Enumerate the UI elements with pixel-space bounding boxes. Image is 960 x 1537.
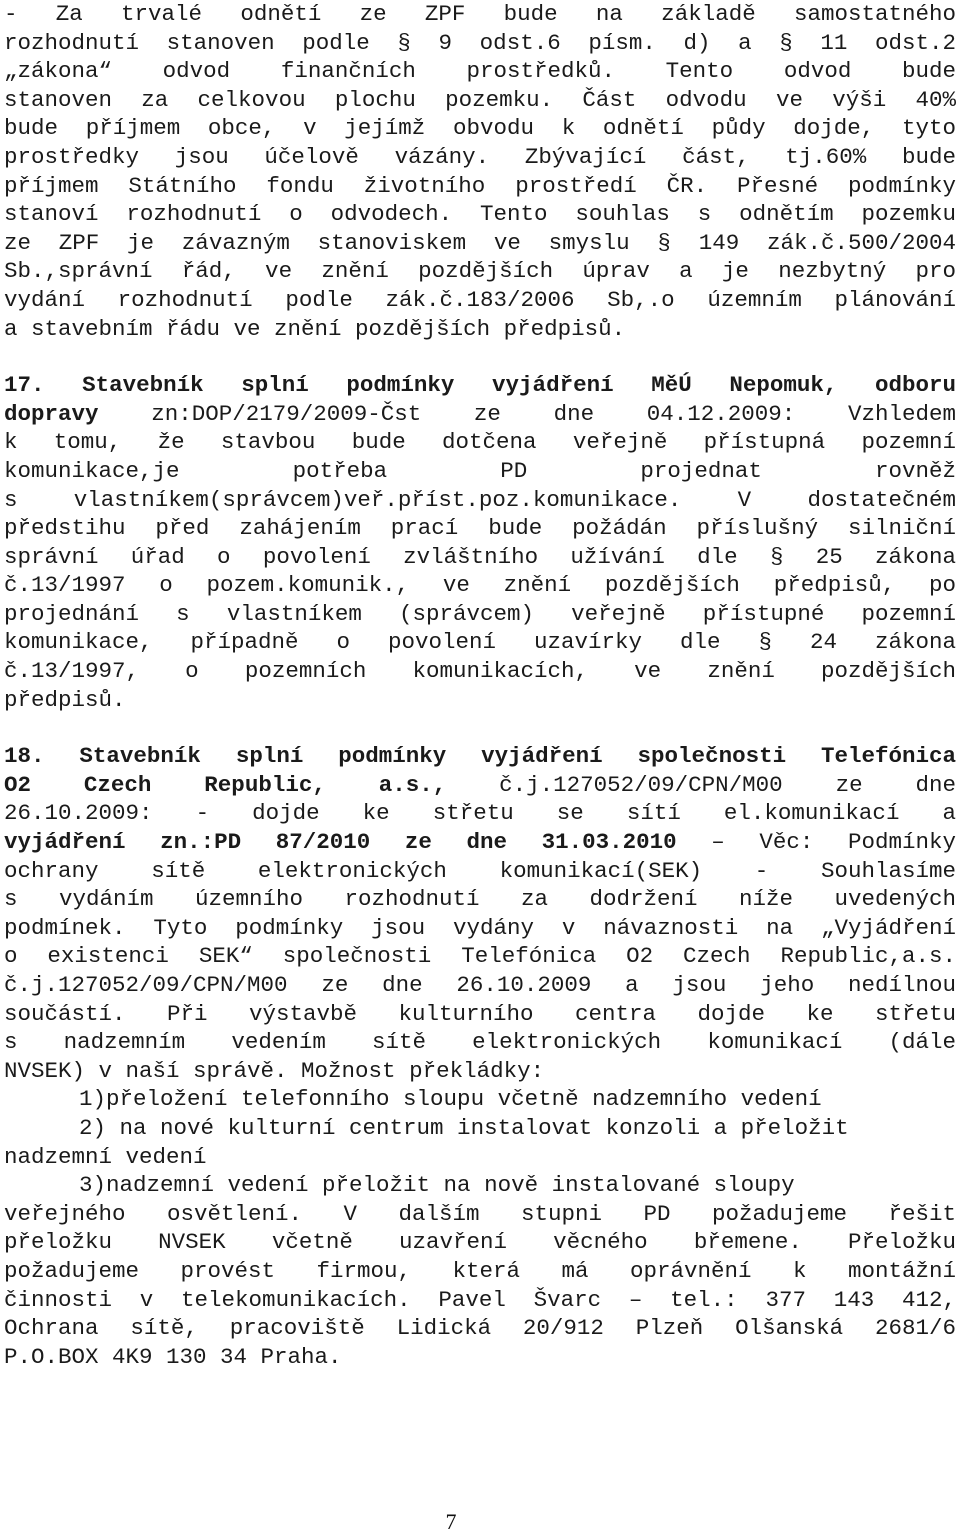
item-17-paragraph bbox=[4, 371, 956, 714]
text-line: s vydáním územního rozhodnutí za dodržení níže uvedených bbox=[4, 886, 956, 913]
option-3: 3)nadzemní vedení přeložit na nově instalované sloupy bbox=[79, 1172, 795, 1199]
item-18-paragraph bbox=[4, 742, 956, 1371]
text-line: P.O.BOX 4K9 130 34 Praha. bbox=[4, 1343, 342, 1370]
text-line: veřejného osvětlení. V dalším stupni PD požadujeme řešit bbox=[4, 1200, 956, 1227]
text-line: součástí. Při výstavbě kulturního centra dojde ke střetu bbox=[4, 1000, 956, 1027]
text-line bbox=[4, 771, 956, 800]
text-line bbox=[4, 400, 956, 429]
text-line: ze ZPF je závazným stanoviskem ve smyslu § 149 zák.č.500/2004 bbox=[4, 229, 956, 256]
bold-text: 17. Stavebník splní podmínky vyjádření MěÚ Nepomuk, odboru bbox=[4, 372, 956, 399]
document-page bbox=[4, 0, 956, 1371]
text-line: předpisů. bbox=[4, 686, 126, 713]
text-line: komunikace,je potřeba PD projednat rovněž bbox=[4, 457, 956, 484]
option-2-continuation: nadzemní vedení bbox=[4, 1143, 207, 1170]
text-line: prostředky jsou účelově vázány. Zbývající část, tj.60% bude bbox=[4, 143, 956, 170]
text-line: o existenci SEK“ společnosti Telefónica O2 Czech Republic,a.s. bbox=[4, 943, 956, 970]
text-line: předstihu před zahájením prací bude požádán příslušný silniční bbox=[4, 515, 956, 542]
text-line: č.13/1997, o pozemních komunikacích, ve znění pozdějších bbox=[4, 658, 956, 685]
text-line: „zákona“ odvod finančních prostředků. Tento odvod bude bbox=[4, 58, 956, 85]
text-line: vydání rozhodnutí podle zák.č.183/2006 Sb,.o územním plánování bbox=[4, 286, 956, 313]
text-line: stanoven za celkovou plochu pozemku. Část odvodu ve výši 40% bbox=[4, 86, 956, 113]
text-line: - Za trvalé odnětí ze ZPF bude na základě samostatného bbox=[4, 1, 956, 27]
bold-text: vyjádření zn.:PD 87/2010 ze dne 31.03.2010 bbox=[4, 829, 677, 856]
text-line: č.j.127052/09/CPN/M00 ze dne 26.10.2009 a jsou jeho nedílnou bbox=[4, 972, 956, 998]
text-line: ochrany sítě elektronických komunikací(SEK) - Souhlasíme bbox=[4, 857, 956, 884]
text-line: Ochrana sítě, pracoviště Lidická 20/912 Plzeň Olšanská 2681/6 bbox=[4, 1315, 956, 1342]
text-line: NVSEK) v naší správě. Možnost překládky: bbox=[4, 1057, 545, 1084]
text-line: přeložku NVSEK včetně uzavření věcného břemene. Přeložku bbox=[4, 1229, 956, 1256]
text-line: s nadzemním vedením sítě elektronických komunikací (dále bbox=[4, 1029, 956, 1056]
bold-text: dopravy bbox=[4, 400, 99, 427]
text-line: činnosti v telekomunikacích. Pavel Švarc – tel.: 377 143 412, bbox=[4, 1286, 956, 1313]
text-line: stanoví rozhodnutí o odvodech. Tento souhlas s odnětím pozemku bbox=[4, 201, 956, 228]
text-line: 26.10.2009: - dojde ke střetu se sítí el.komunikací a bbox=[4, 800, 956, 827]
text-line: správní úřad o povolení zvláštního užívání dle § 25 zákona bbox=[4, 543, 956, 570]
bold-text: 18. Stavebník splní podmínky vyjádření společnosti Telefónica bbox=[4, 743, 956, 770]
text-span: – Věc: Podmínky bbox=[676, 829, 956, 856]
item-17-heading bbox=[4, 371, 956, 400]
intro-paragraph bbox=[4, 0, 956, 343]
text-line: projednání s vlastníkem (správcem) veřejně přístupné pozemní bbox=[4, 600, 956, 627]
bold-text: O2 Czech Republic, a.s., bbox=[4, 771, 447, 798]
text-span: č.j.127052/09/CPN/M00 ze dne bbox=[446, 771, 956, 798]
page-number: 7 bbox=[445, 1509, 457, 1534]
text-line: Sb.,správní řád, ve znění pozdějších úprav a je nezbytný pro bbox=[4, 258, 956, 285]
text-line: č.13/1997 o pozem.komunik., ve znění pozdějších předpisů, po bbox=[4, 572, 956, 599]
text-line: podmínek. Tyto podmínky jsou vydány v návaznosti na „Vyjádření bbox=[4, 914, 956, 941]
text-line: a stavebním řádu ve znění pozdějších předpisů. bbox=[4, 315, 626, 342]
text-line: příjmem Státního fondu životního prostředí ČR. Přesné podmínky bbox=[4, 172, 956, 199]
text-line bbox=[4, 828, 956, 857]
text-line: rozhodnutí stanoven podle § 9 odst.6 písm. d) a § 11 odst.2 bbox=[4, 29, 956, 56]
text-line: bude příjmem obce, v jejímž obvodu k odnětí půdy dojde, tyto bbox=[4, 115, 956, 142]
text-line: požadujeme provést firmou, která má oprávnění k montážní bbox=[4, 1257, 956, 1284]
text-line: komunikace, případně o povolení uzavírky dle § 24 zákona bbox=[4, 629, 956, 656]
item-18-heading bbox=[4, 742, 956, 771]
option-2: 2) na nové kulturní centrum instalovat konzoli a přeložit bbox=[79, 1114, 849, 1141]
text-line: s vlastníkem(správcem)veř.příst.poz.komunikace. V dostatečném bbox=[4, 486, 956, 513]
option-1: 1)přeložení telefonního sloupu včetně nadzemního vedení bbox=[79, 1086, 822, 1113]
text-line: k tomu, že stavbou bude dotčena veřejně přístupná pozemní bbox=[4, 429, 956, 456]
text-span: zn:DOP/2179/2009-Čst ze dne 04.12.2009: Vzhledem bbox=[98, 400, 956, 427]
